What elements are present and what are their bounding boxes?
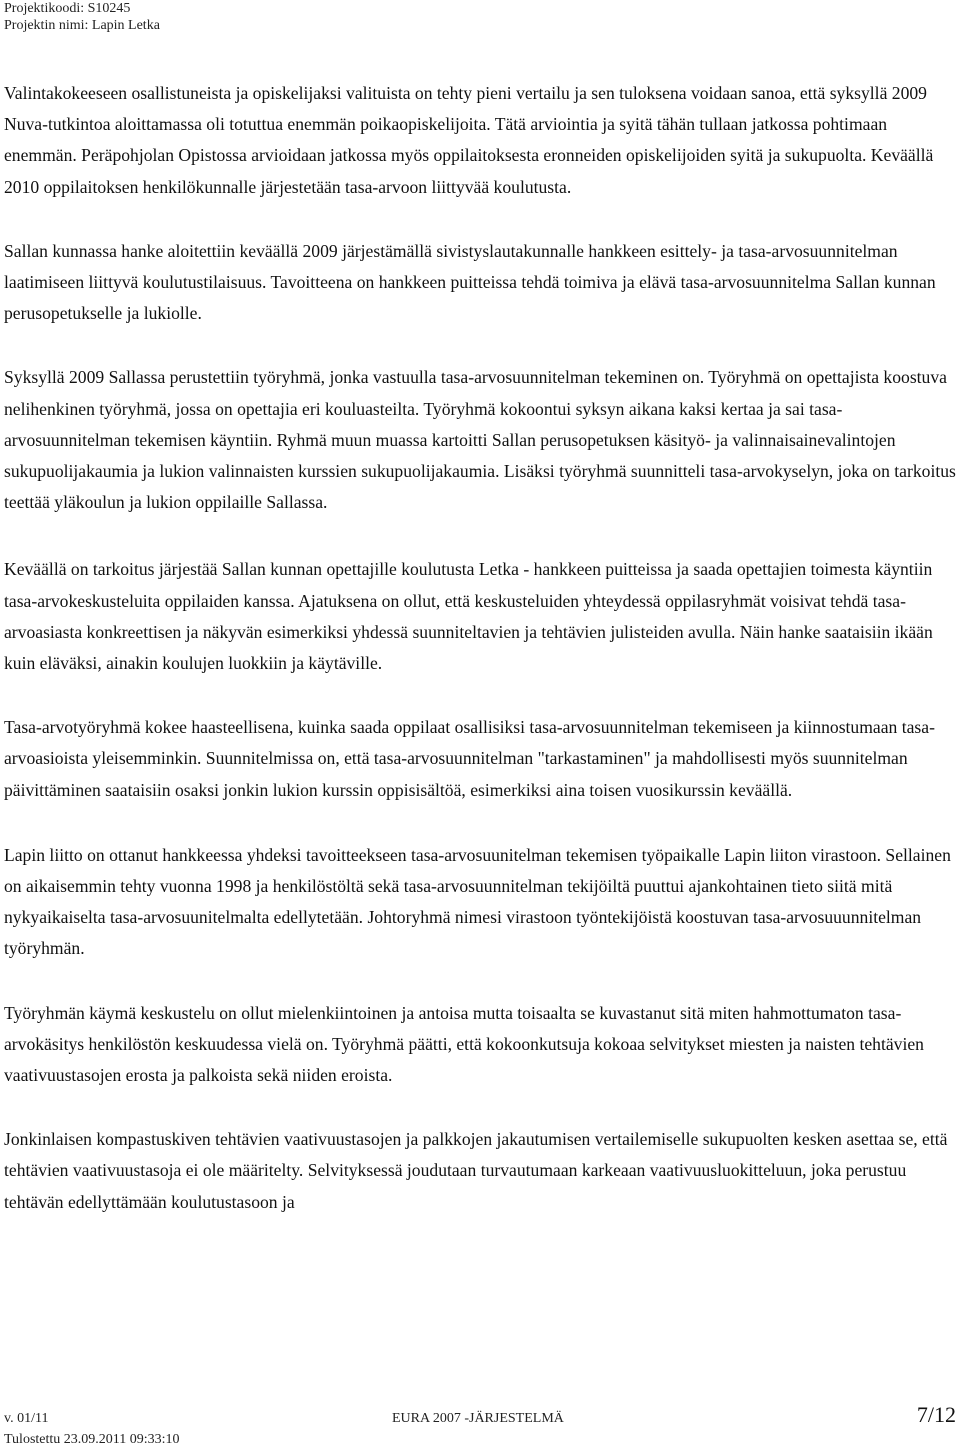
paragraph: Tasa-arvotyöryhmä kokee haasteellisena, kuinka saada oppilaat osallisiksi tasa-arvosuunnitelman tekemiseen ja kiinnostumaan tasa-arvoasioista yleisemminkin. Suunnitelmissa on, että tasa-arvosuunnitelman "tarkastaminen" ja mahdollisesti myös suunnitelman päivittäminen saataisiin osaksi jonkin lukion kurssin oppisisältöä, esimerkiksi aina toisen vuosikurssin keväällä.: [4, 717, 935, 800]
project-code: Projektikoodi: S10245: [4, 1, 131, 16]
page-number: 7/12: [916, 1402, 956, 1427]
paragraph: Työryhmän käymä keskustelu on ollut mielenkiintoinen ja antoisa mutta toisaalta se kuvastanut sitä miten hahmottumaton tasa-arvokäsitys henkilöstön keskuudessa vielä on. Työryhmä päätti, että kokoonkutsuja kokoaa selvitykset miesten ja naisten tehtävien vaativuustasojen erosta ja palkoista sekä niiden eroista.: [4, 1002, 924, 1086]
paragraph: Syksyllä 2009 Sallassa perustettiin työryhmä, jonka vastuulla tasa-arvosuunnitelman tekeminen on. Työryhmä on opettajista koostuva nelihenkinen työryhmä, jossa on opettajia eri kouluasteilta. Työryhmä kokoontui syksyn aikana kaksi kertaa ja sai tasa-arvosuunnitelman tekemisen käyntiin. Ryhmä muun muassa kartoitti Sallan perusopetuksen käsityö- ja valinnaisainevalintojen sukupuolijakaumia ja lukion valinnaisten kurssien sukupuolijakaumia. Lisäksi työryhmä suunnitteli tasa-arvokyselyn, joka on tarkoitus teettää yläkoulun ja lukion oppilaille Sallassa.: [4, 367, 956, 513]
paragraph: Valintakokeeseen osallistuneista ja opiskelijaksi valituista on tehty pieni vertailu ja sen tuloksena voidaan sanoa, että syksyllä 2009 Nuva-tutkintoa aloittamassa oli totuttua enemmän poikaopiskelijoita. Tätä arviointia ja syitä tähän tullaan jatkossa pohtimaan enemmän. Peräpohjolan Opistossa arvioidaan jatkossa myös oppilaitoksesta eronneiden opiskelijoiden syitä ja sukupuolta. Keväällä 2010 oppilaitoksen henkilökunnalle järjestetään tasa-arvoon liittyvää koulutusta.: [4, 83, 934, 197]
footer-printed-date: Tulostettu 23.09.2011 09:33:10: [4, 1432, 180, 1447]
document-body: [4, 78, 956, 1218]
footer-program-name: EURA 2007 -JÄRJESTELMÄ: [392, 1411, 564, 1426]
footer-version: v. 01/11: [4, 1411, 49, 1426]
document-header: [4, 0, 160, 34]
project-name: Projektin nimi: Lapin Letka: [4, 18, 160, 33]
paragraph: Lapin liitto on ottanut hankkeessa yhdeksi tavoitteekseen tasa-arvosuunitelman tekemisen työpaikalle Lapin liiton virastoon. Sellainen on aikaisemmin tehty vuonna 1998 ja henkilöstöltä sekä tasa-arvosuunnitelman tekijöiltä puuttui ajankohtainen tieto siitä mitä nykyaikaiselta tasa-arvosuunitelmalta edellytetään. Johtoryhmä nimesi virastoon työntekijöistä koostuvan tasa-arvosuuunnitelman työryhmän.: [4, 844, 951, 959]
paragraph: Keväällä on tarkoitus järjestää Sallan kunnan opettajille koulutusta Letka - hankkeen puitteissa ja saada opettajien toimesta käyntiin tasa-arvokeskusteluita oppilaiden kanssa. Ajatuksena on ollut, että keskusteluiden yhteydessä oppilasryhmät voisivat tehdä tasa-arvoasiasta konkreettisen ja näkyvän esimerkiksi yhdessä suunniteltavien ja tehtävien julisteiden avulla. Näin hanke saataisiin ikään kuin eläväksi, ainakin koulujen luokkiin ja käytäville.: [4, 559, 933, 674]
paragraph: Sallan kunnassa hanke aloitettiin keväällä 2009 järjestämällä sivistyslautakunnalle hankkeen esittely- ja tasa-arvosuunnitelman laatimiseen liittyvä koulutustilaisuus. Tavoitteena on hankkeen puitteissa tehdä toimiva ja elävä tasa-arvosuunnitelma Sallan kunnan perusopetukselle ja lukiolle.: [4, 240, 936, 324]
paragraph: Jonkinlaisen kompastuskiven tehtävien vaativuustasojen ja palkkojen jakautumisen vertailemiselle sukupuolten kesken asettaa se, että tehtävien vaativuustasoja ei ole määritelty. Selvityksessä joudutaan turvautumaan karkeaan vaativuusluokitteluun, joka perustuu tehtävän edellyttämään koulutustasoon ja: [4, 1129, 948, 1212]
